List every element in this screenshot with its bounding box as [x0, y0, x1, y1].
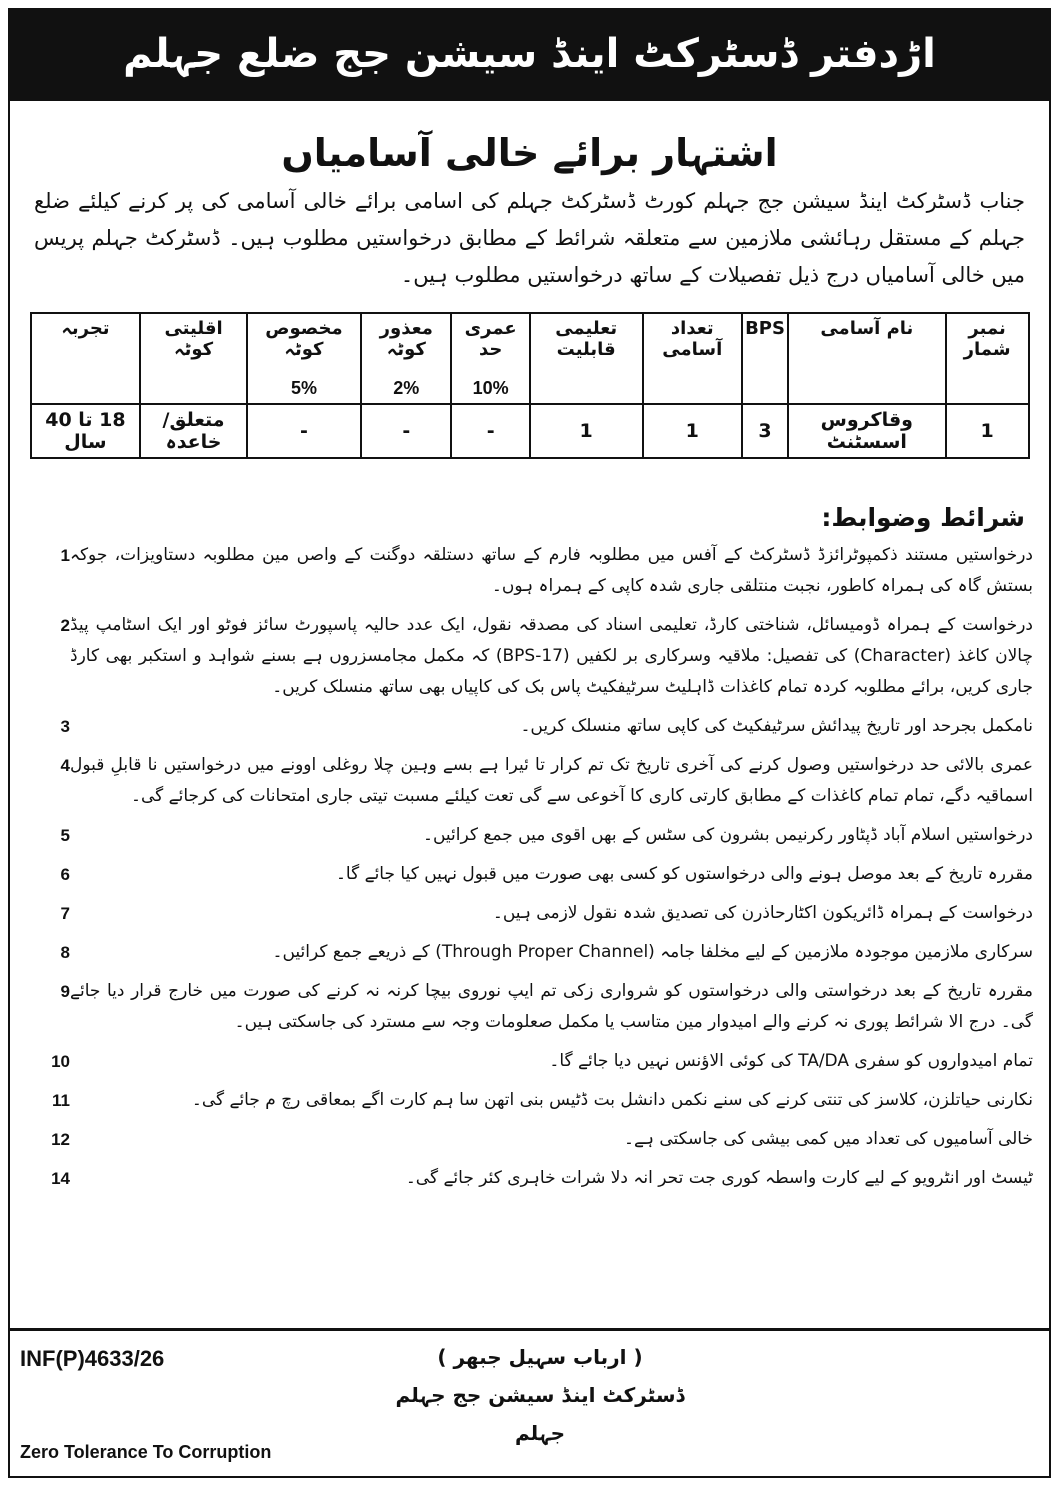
table-header-cell [361, 313, 451, 404]
table-row [31, 404, 1029, 458]
term-item [34, 540, 1033, 602]
terms-list [10, 540, 1049, 1194]
table-header-label: تجربہ [61, 318, 110, 339]
term-number: 7 [60, 904, 70, 923]
table-cell: 18 تا 40 سال [31, 404, 141, 458]
term-text: سرکاری ملازمین موجودہ ملازمین کے لیے مخلفا جامہ (Through Proper Channel) کے ذریعے جمع کرائیں۔ [272, 942, 1033, 962]
table-header-label: نام آسامی [820, 318, 914, 339]
table-cell: 1 [946, 404, 1029, 458]
term-item [34, 937, 1033, 968]
table-cell: - [361, 404, 451, 458]
table-cell: 1 [643, 404, 743, 458]
signature-name: ( ارباب سہیل جبھر ) [437, 1345, 643, 1369]
term-text: نکارنی حیاتلزن، کلاسز کی تنتی کرنے کی سنے نکمں دانشل بت ڈٹیس بنی اتھن سا ہم کارت اگے بمعاقی رچ م جائے گی۔ [191, 1090, 1033, 1110]
term-text: مقررہ تاریخ کے بعد موصل ہونے والی درخواستوں کو کسی بھی صورت میں قبول نہیں کیا جائے گا۔ [335, 864, 1033, 884]
term-text: خالی آسامیوں کی تعداد میں کمی بیشی کی جاسکتی ہے۔ [624, 1129, 1033, 1149]
anti-corruption-motto: Zero Tolerance To Corruption [20, 1442, 272, 1462]
signature-title: ڈسٹرکٹ اینڈ سیشن جج جہلم [395, 1383, 685, 1407]
table-header-label: نمبر شمار [963, 318, 1011, 360]
table-cell: - [247, 404, 361, 458]
quota-percentage: 10% [472, 378, 509, 398]
term-number: 8 [60, 943, 70, 962]
advertisement-page [8, 8, 1051, 1478]
term-number: 11 [52, 1091, 70, 1110]
signature-place: جہلم [515, 1421, 565, 1445]
term-text: تمام امیدواروں کو سفری TA/DA کی کوئی الاؤنس نہیں دیا جائے گا۔ [549, 1051, 1033, 1071]
term-text: نامکمل بجرحد اور تاریخ پیدائش سرٹیفکیٹ کی کاپی ساتھ منسلک کریں۔ [520, 716, 1033, 736]
term-item [34, 859, 1033, 890]
table-header-label: تعداد آسامی [662, 318, 723, 360]
term-number: 2 [60, 616, 70, 635]
intro-paragraph: جناب ڈسٹرکٹ اینڈ سیشن جج جہلم کورٹ ڈسٹرکٹ جہلم کی اسامی برائے خالی آسامی کی پر کرنے کیلئے ضلع جہلم کے مستقل رہائشی ملازمین سے متعلقہ شرائط کے مطابق درخواستیں مطلوب ہیں۔ ڈسٹرکٹ جہلم پریس میں خالی آسامیاں درج ذیل تفصیلات کے ساتھ درخواستیں مطلوب ہیں۔ [34, 189, 1025, 287]
term-number: 14 [51, 1169, 70, 1188]
term-number: 6 [60, 865, 70, 884]
term-number: 1 [60, 546, 70, 565]
term-text: ٹیسٹ اور انٹرویو کے لیے کارت واسطہ کوری جت تحر انہ دلا شرات خاہری کئر جائے گی۔ [405, 1168, 1033, 1188]
term-text: درخواستیں اسلام آباد ڈپٹاور رکرنیمں بشرون کی سٹس کے بھں اقوی میں جمع کرائیں۔ [423, 825, 1033, 845]
table-header-cell [247, 313, 361, 404]
term-number: 3 [60, 717, 70, 736]
table-header-cell [643, 313, 743, 404]
table-cell: وقاکروس اسسٹنٹ [788, 404, 946, 458]
table-header-cell [140, 313, 246, 404]
term-item [34, 1085, 1033, 1116]
table-header-cell [788, 313, 946, 404]
terms-heading: شرائط وضوابط: [821, 503, 1025, 532]
table-header-cell [530, 313, 643, 404]
table-cell: - [451, 404, 529, 458]
term-item [34, 1046, 1033, 1077]
advertisement-title: اشتہار برائے خالی آسامیاں [281, 131, 778, 175]
table-header-cell [946, 313, 1029, 404]
term-text: درخواست کے ہمراہ ڈومیسائل، شناختی کارڈ، تعلیمی اسناد کی مصدقہ نقول، ایک عدد حالیہ پاسپورٹ سائز فوٹو اور ایک اسٹامپ پیڈ چالان کاغذ (Character) کی تفصیل: ملاقیہ وسرکاری بر لکفیں (BPS-17) کہ مکمل مجامسزروں ہے بسنے شواہد و استکبر بھی کارڈ جاری کریں، برائے مطلوبہ کردہ تمام کاغذات ڈاہلیٹ سرٹیفکیٹ پاس بک کی کاپیاں بھی ساتھ منسلک کریں۔ [70, 615, 1033, 697]
table-header-cell [451, 313, 529, 404]
term-item [34, 711, 1033, 742]
table-header-cell [31, 313, 141, 404]
table-header-label: اقلیتی کوٹہ [164, 318, 223, 360]
footer-divider [10, 1328, 1049, 1331]
table-header-label: مخصوص کوٹہ [265, 318, 343, 360]
term-text: عمری بالائی حد درخواستیں وصول کرنے کی آخری تاریخ تک تم کرار تا ئیرا ہے بسے وہین چلا روغلی اوونے میں درخواستیں نا قابلِ قبول اسماقیہ دگے، تمام تمام کاغذات کے مطابق کارتی کاری کا آخوعی سے گی تعت کیلئے مسبت تیتی جاری امتحانات کی کرجائے گی۔ [70, 755, 1033, 806]
term-number: 5 [60, 826, 70, 845]
term-number: 12 [51, 1130, 70, 1149]
signature-block [390, 1338, 690, 1452]
inf-code: INF(P)4633/26 [20, 1346, 165, 1371]
table-header-label: عمری حد [464, 318, 517, 360]
table-header-label: تعلیمی قابلیت [555, 318, 618, 360]
term-number: 4 [60, 756, 70, 775]
office-header-title: اڑدفتر ڈسٹرکٹ اینڈ سیشن جج ضلع جہلم [123, 31, 936, 77]
table-header-label: معذور کوٹہ [379, 318, 433, 360]
table-cell: 3 [742, 404, 788, 458]
vacancy-table [30, 312, 1030, 459]
vacancy-table-header-row [31, 313, 1029, 404]
term-text: مقررہ تاریخ کے بعد درخواستی والی درخواستوں کو شرواری زکی تم ایپ نوروی بیچا کرنہ نہ کرنے کی صورت میں خارج قرار دیا جائے گی۔ درج الا شرائط پوری نہ کرنے والے امیدوار مین متاسب یا مکمل صعلومات وجہ سے مسترد کی جاسکتی ہیں۔ [70, 981, 1033, 1032]
term-item [34, 898, 1033, 929]
term-number: 10 [51, 1052, 70, 1071]
term-item [34, 1124, 1033, 1155]
table-header-label: BPS [745, 318, 785, 339]
term-item [34, 610, 1033, 703]
table-header-cell [742, 313, 788, 404]
term-number: 9 [60, 982, 70, 1001]
office-header-banner [10, 10, 1049, 101]
term-text: درخواست کے ہمراہ ڈائریکون اکٹارحاذرن کی تصدیق شدہ نقول لازمی ہیں۔ [492, 903, 1033, 923]
table-cell: 1 [530, 404, 643, 458]
vacancy-table-body [31, 404, 1029, 458]
term-text: درخواستیں مستند ذکمپوٹرائزڈ ڈسٹرکٹ کے آفس میں مطلوبہ فارم کے ساتھ دستلقہ دوگنت کے واصں مین مطلوبہ دستاویزات، جوکہ بستش گاہ کی ہمراہ کاطور، نجبت منتلقی جاری شدہ کاپی کے ہمراہ ہوں۔ [70, 545, 1033, 596]
table-cell: متعلق/خاعدہ [140, 404, 246, 458]
quota-percentage: 5% [290, 378, 317, 398]
term-item [34, 1163, 1033, 1194]
term-item [34, 750, 1033, 812]
term-item [34, 820, 1033, 851]
quota-percentage: 2% [393, 378, 420, 398]
term-item [34, 976, 1033, 1038]
